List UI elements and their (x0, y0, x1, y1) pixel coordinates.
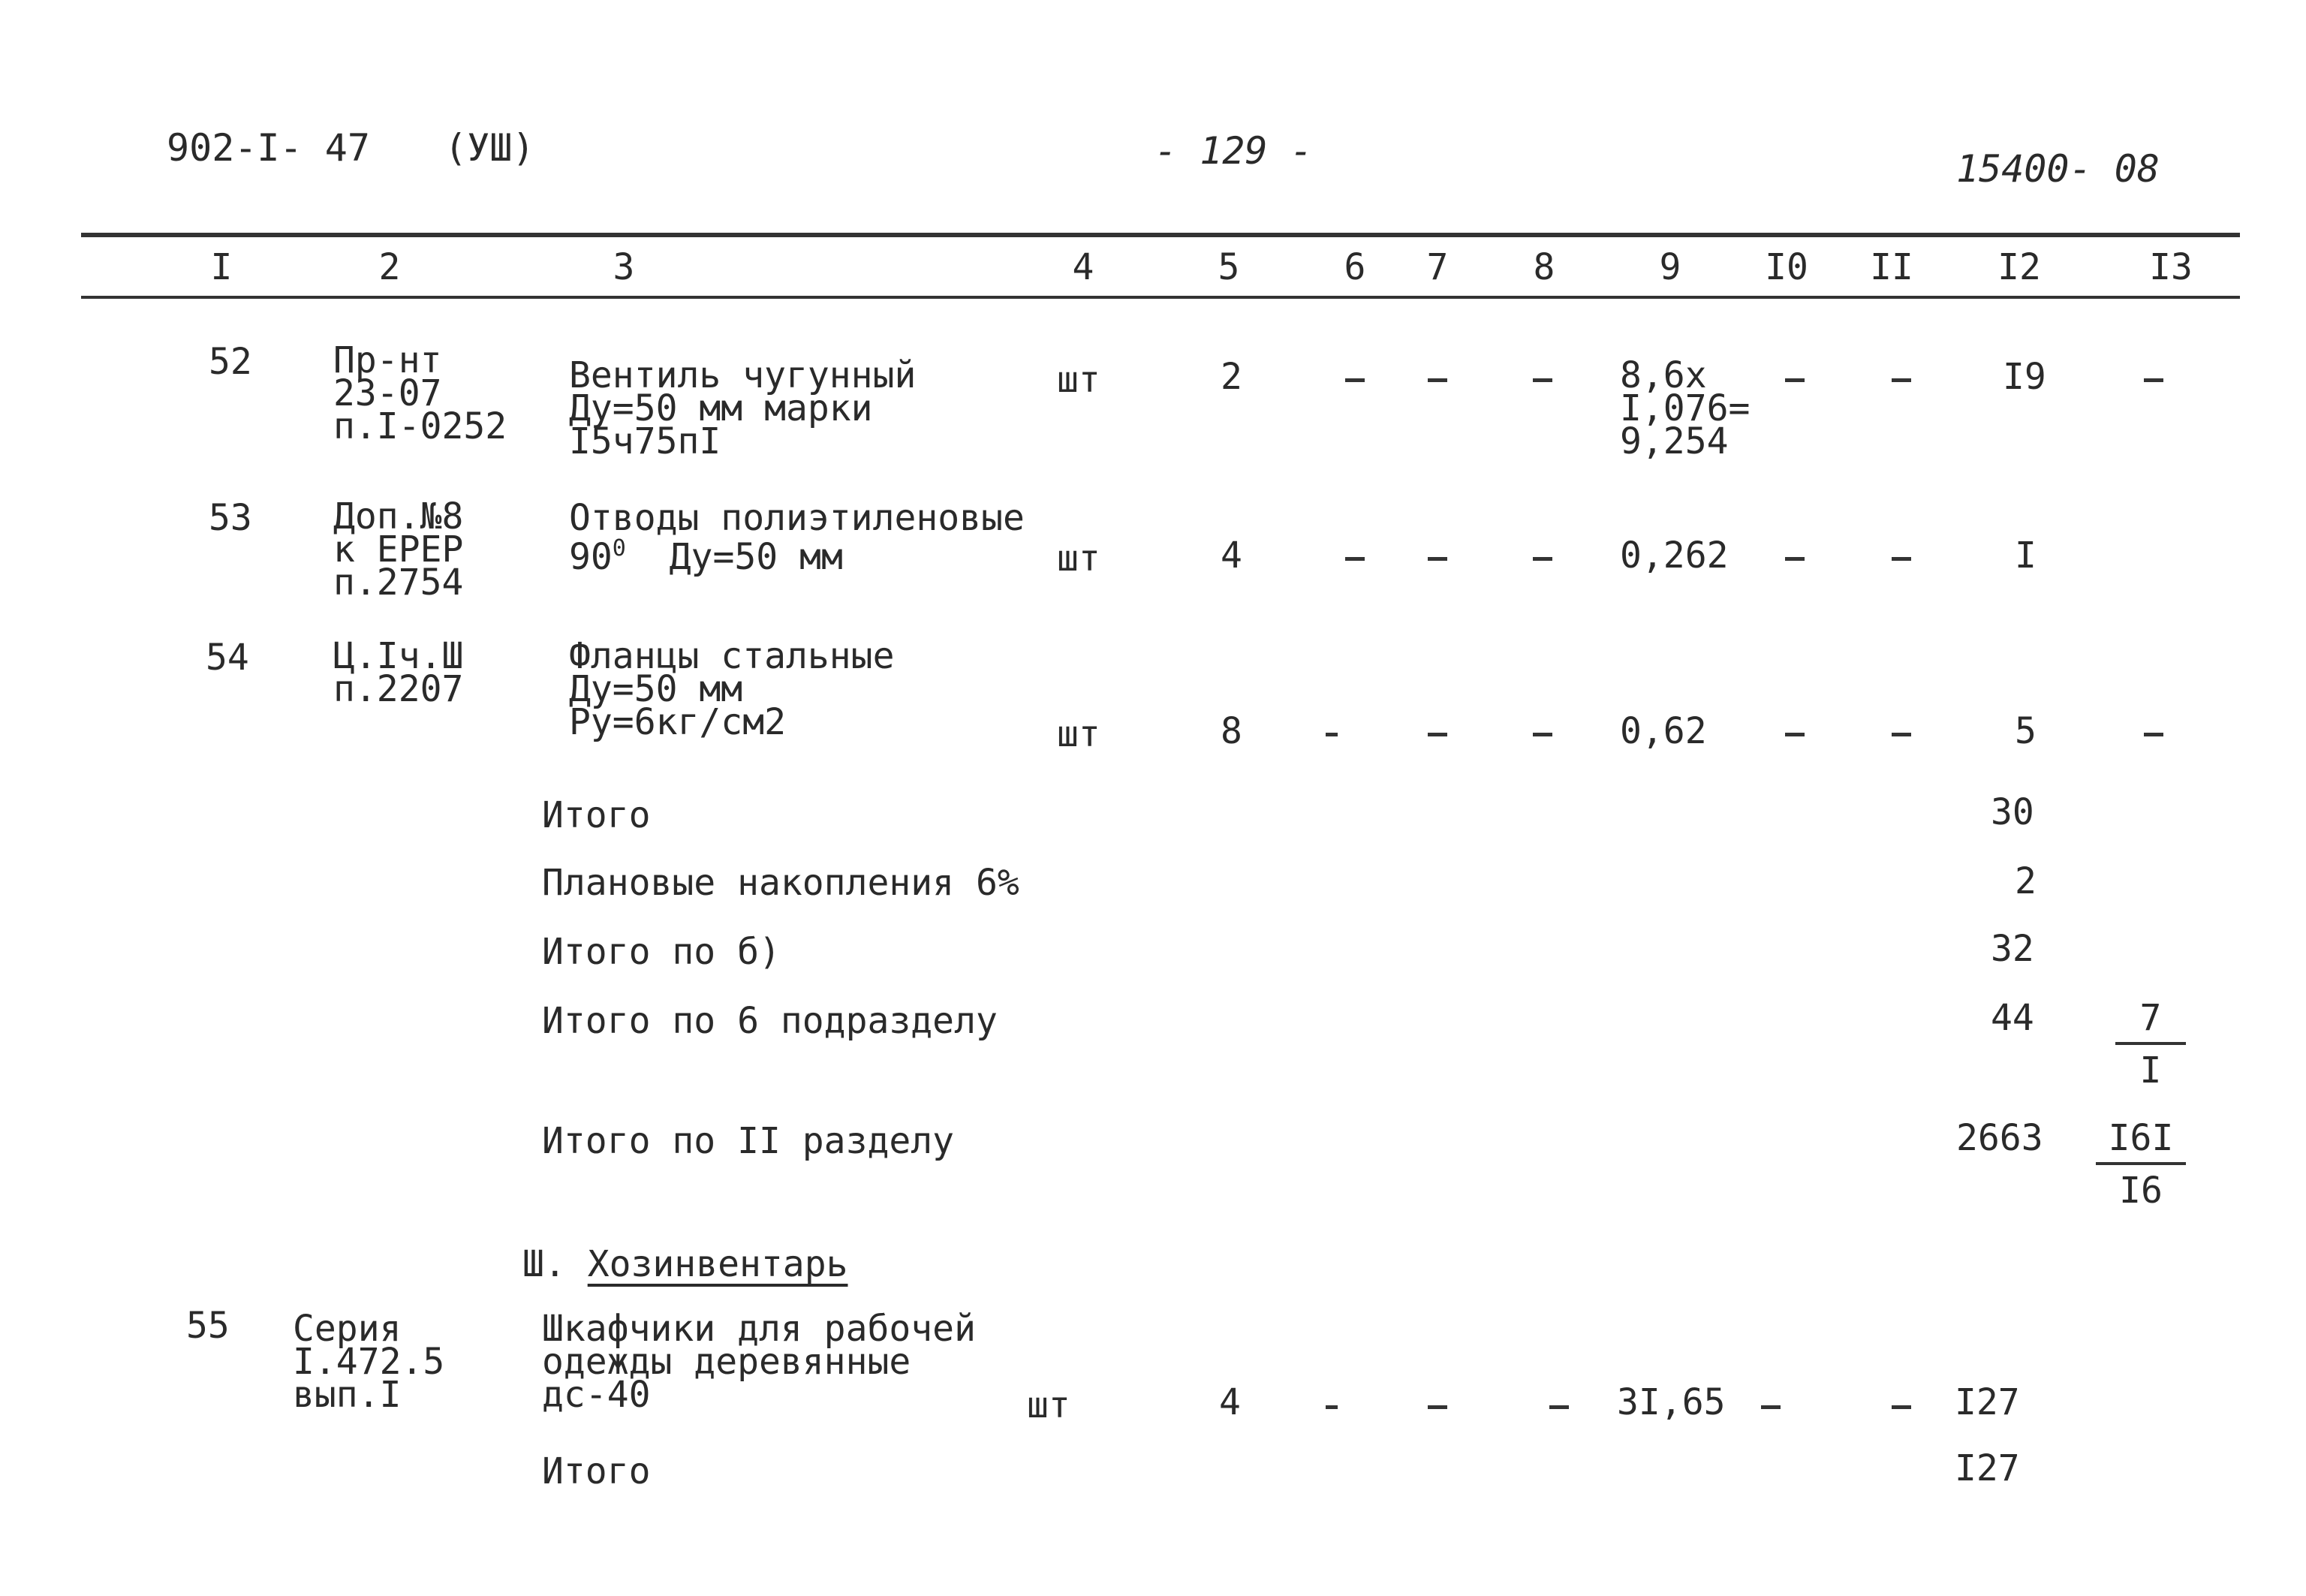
total-value: 2 (2015, 860, 2037, 902)
unit-cell: шт (1027, 1384, 1070, 1426)
item-description: Шкафчики для рабочей одежды деревянные дс-40 (542, 1308, 976, 1416)
empty-cell-dash (1892, 1405, 1911, 1409)
fraction-cell (2115, 997, 2186, 1092)
dash-cell (2144, 378, 2163, 382)
cost-cell: I27 (1955, 1381, 2020, 1423)
empty-cell-dash (1892, 733, 1911, 736)
total-value: I27 (1955, 1447, 2020, 1489)
fraction-numerator: I6I (2096, 1120, 2186, 1165)
empty-cell-dash (1345, 378, 1365, 382)
empty-cell-dash (1428, 1405, 1447, 1409)
empty-cell-dash (1892, 378, 1911, 382)
empty-cell-dash (1533, 733, 1552, 736)
column-header: 2 (378, 246, 401, 288)
empty-cell-dash (1345, 557, 1365, 561)
column-header: I (210, 246, 233, 288)
column-header: 8 (1533, 246, 1555, 288)
column-header: 5 (1218, 246, 1240, 288)
table-top-rule (81, 233, 2240, 237)
unit-cell: шт (1057, 359, 1100, 401)
column-header: 6 (1344, 246, 1366, 288)
row-number: 53 (209, 497, 252, 539)
empty-cell-dash (1761, 1405, 1781, 1409)
empty-cell-dash (1785, 557, 1805, 561)
column-header: 9 (1659, 246, 1681, 288)
document-code: 902-I- 47 (167, 126, 370, 170)
cost-cell: I9 (2003, 356, 2046, 398)
section-title: Хозинвентарь (587, 1243, 848, 1285)
price-reference: Серия I.472.5 вып.I (293, 1308, 445, 1416)
page-number: - 129 - (1155, 129, 1313, 173)
quantity-cell: 4 (1221, 535, 1242, 577)
column-header: 3 (613, 246, 635, 288)
total-label: Итого по б) (542, 931, 781, 973)
empty-cell-dash (1533, 378, 1552, 382)
price-reference: Доп.№8 к ЕРЕР п.2754 (333, 495, 464, 604)
cost-cell: 5 (2015, 710, 2037, 752)
sheet-code: 15400- 08 (1956, 147, 2160, 191)
unit-cell: шт (1057, 538, 1100, 580)
empty-cell-dash (1533, 557, 1552, 561)
empty-cell-dash (1785, 733, 1805, 736)
column-header: II (1870, 246, 1913, 288)
empty-cell-dash (1428, 557, 1447, 561)
quantity-cell: 4 (1219, 1381, 1241, 1423)
fraction-numerator: 7 (2115, 1000, 2186, 1045)
total-value: 44 (1991, 997, 2034, 1039)
item-description: Отводы полиэтиленовые (569, 497, 1025, 539)
weight-cell: 3I,65 (1617, 1381, 1726, 1423)
fraction-denominator: I6 (2119, 1170, 2163, 1212)
price-reference: Ц.Iч.Ш п.2207 (333, 635, 464, 710)
section-heading (522, 1243, 848, 1285)
row-number: 52 (209, 341, 252, 383)
empty-cell-dash (1892, 557, 1911, 561)
row-number: 54 (206, 637, 249, 679)
empty-cell-dash (1326, 733, 1338, 736)
volume-label: (УШ) (444, 126, 535, 170)
item-description-line2 (569, 535, 843, 578)
nominal-diameter: Ду=50 мм (625, 536, 843, 578)
fraction-cell (2096, 1117, 2186, 1212)
row-number: 55 (186, 1305, 230, 1347)
price-reference: Пр-нт 23-07 п.I-0252 (333, 339, 507, 447)
column-header: I0 (1765, 246, 1808, 288)
section-numeral: Ш. (522, 1243, 566, 1285)
column-header: 7 (1426, 246, 1449, 288)
total-value: 32 (1991, 928, 2034, 970)
column-header: 4 (1072, 246, 1094, 288)
total-label: Плановые накопления 6% (542, 862, 1019, 904)
empty-cell-dash (1326, 1405, 1338, 1409)
empty-cell-dash (1549, 1405, 1569, 1409)
quantity-cell: 8 (1221, 710, 1242, 752)
total-value: 30 (1991, 791, 2034, 833)
total-value: 2663 (1956, 1117, 2043, 1159)
item-description: Вентиль чугунный Ду=50 мм марки I5ч75пI (569, 354, 917, 462)
total-label: Итого по 6 подразделу (542, 1000, 998, 1042)
quantity-cell: 2 (1221, 356, 1242, 398)
empty-cell-dash (1785, 378, 1805, 382)
item-description: Фланцы стальные Ду=50 мм Ру=6кг/см2 (569, 635, 895, 743)
angle-value: 90 (569, 536, 613, 578)
weight-cell: 8,6х I,076= 9,254 (1620, 354, 1751, 462)
weight-cell: 0,262 (1620, 535, 1729, 577)
column-header: I2 (1997, 246, 2041, 288)
weight-cell: 0,62 (1620, 710, 1707, 752)
empty-cell-dash (1428, 378, 1447, 382)
unit-cell: шт (1057, 713, 1100, 755)
dash-cell (2144, 733, 2163, 736)
column-header: I3 (2149, 246, 2193, 288)
total-label: Итого (542, 1450, 651, 1492)
degree-superscript: 0 (612, 535, 626, 562)
empty-cell-dash (1428, 733, 1447, 736)
cost-cell: I (2015, 535, 2037, 577)
fraction-denominator: I (2139, 1049, 2162, 1092)
total-label: Итого (542, 794, 651, 836)
total-label: Итого по II разделу (542, 1120, 955, 1162)
table-header-rule (81, 296, 2240, 299)
